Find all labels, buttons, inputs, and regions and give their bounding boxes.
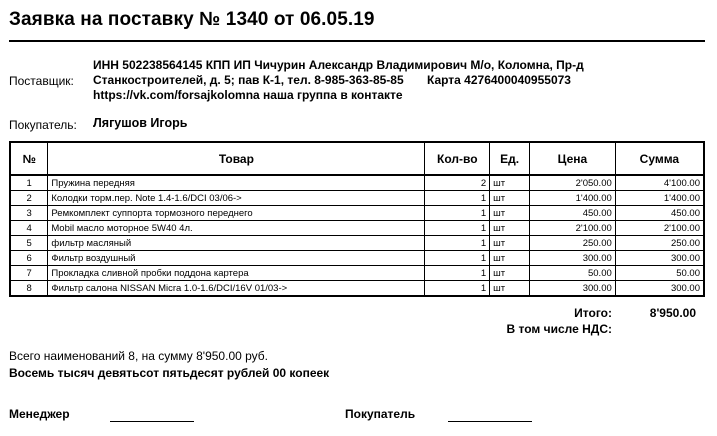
cell-item: Колодки торм.пер. Note 1.4-1.6/DCI 03/06->	[48, 191, 425, 206]
cell-price: 1'400.00	[530, 191, 616, 206]
cell-sum: 250.00	[615, 236, 704, 251]
cell-qty: 1	[425, 281, 490, 297]
cell-item: Mobil масло моторное 5W40 4л.	[48, 221, 425, 236]
vat-label: В том числе НДС:	[506, 322, 612, 336]
cell-sum: 1'400.00	[615, 191, 704, 206]
total-value: 8'950.00	[649, 306, 696, 320]
cell-num: 1	[10, 175, 48, 191]
cell-qty: 1	[425, 266, 490, 281]
table-row	[10, 206, 704, 221]
cell-item: Фильтр салона NISSAN Micra 1.0-1.6/DCI/16V 01/03->	[48, 281, 425, 297]
table-row	[10, 281, 704, 297]
cell-item: Пружина передняя	[48, 175, 425, 191]
cell-sum: 4'100.00	[615, 175, 704, 191]
cell-price: 450.00	[530, 206, 616, 221]
cell-unit: шт	[490, 221, 530, 236]
cell-num: 3	[10, 206, 48, 221]
col-header-unit: Ед.	[490, 142, 530, 175]
cell-item: фильтр масляный	[48, 236, 425, 251]
col-header-price: Цена	[530, 142, 616, 175]
supplier-address: Станкостроителей, д. 5; пав К-1, тел. 8-985-363-85-85	[93, 73, 404, 87]
cell-item: Фильтр воздушный	[48, 251, 425, 266]
cell-qty: 1	[425, 191, 490, 206]
cell-num: 7	[10, 266, 48, 281]
cell-price: 2'050.00	[530, 175, 616, 191]
cell-unit: шт	[490, 206, 530, 221]
cell-price: 300.00	[530, 251, 616, 266]
supplier-details	[93, 58, 703, 103]
items-table	[9, 141, 705, 297]
items-count-summary: Всего наименований 8, на сумму 8'950.00 руб.	[9, 349, 269, 363]
supplier-line-3: https://vk.com/forsajkolomna наша группа в контакте	[93, 88, 403, 102]
total-label: Итого:	[574, 306, 612, 320]
cell-sum: 2'100.00	[615, 221, 704, 236]
supplier-label: Поставщик:	[9, 74, 74, 88]
cell-sum: 300.00	[615, 281, 704, 297]
col-header-sum: Сумма	[615, 142, 704, 175]
cell-qty: 2	[425, 175, 490, 191]
cell-sum: 50.00	[615, 266, 704, 281]
supplier-line-1: ИНН 502238564145 КПП ИП Чичурин Александр Владимирович М/о, Коломна, Пр-д	[93, 58, 584, 72]
cell-unit: шт	[490, 251, 530, 266]
buyer-signature-line	[448, 421, 532, 422]
manager-signature-label: Менеджер	[9, 407, 70, 421]
buyer-name: Лягушов Игорь	[93, 116, 188, 130]
col-header-num: №	[10, 142, 48, 175]
cell-price: 300.00	[530, 281, 616, 297]
cell-num: 8	[10, 281, 48, 297]
cell-unit: шт	[490, 281, 530, 297]
supplier-card: Карта 4276400040955073	[426, 73, 571, 87]
cell-unit: шт	[490, 266, 530, 281]
table-row	[10, 236, 704, 251]
document-title: Заявка на поставку № 1340 от 06.05.19	[9, 9, 375, 30]
table-row	[10, 221, 704, 236]
cell-unit: шт	[490, 236, 530, 251]
cell-price: 50.00	[530, 266, 616, 281]
buyer-signature-label: Покупатель	[345, 407, 416, 421]
cell-sum: 300.00	[615, 251, 704, 266]
col-header-item: Товар	[48, 142, 425, 175]
table-row	[10, 175, 704, 191]
table-header-row	[10, 142, 704, 175]
cell-item: Ремкомплект суппорта тормозного переднего	[48, 206, 425, 221]
cell-unit: шт	[490, 191, 530, 206]
cell-sum: 450.00	[615, 206, 704, 221]
cell-item: Прокладка сливной пробки поддона картера	[48, 266, 425, 281]
cell-num: 4	[10, 221, 48, 236]
cell-qty: 1	[425, 206, 490, 221]
cell-unit: шт	[490, 175, 530, 191]
table-row	[10, 266, 704, 281]
cell-num: 6	[10, 251, 48, 266]
table-row	[10, 251, 704, 266]
cell-qty: 1	[425, 251, 490, 266]
col-header-qty: Кол-во	[425, 142, 490, 175]
title-divider	[9, 40, 705, 42]
cell-price: 2'100.00	[530, 221, 616, 236]
cell-num: 2	[10, 191, 48, 206]
cell-price: 250.00	[530, 236, 616, 251]
cell-qty: 1	[425, 236, 490, 251]
cell-num: 5	[10, 236, 48, 251]
supplier-line-2	[93, 73, 703, 88]
amount-in-words: Восемь тысяч девятьсот пятьдесят рублей 00 копеек	[9, 366, 330, 380]
manager-signature-line	[110, 421, 194, 422]
cell-qty: 1	[425, 221, 490, 236]
buyer-label: Покупатель:	[9, 118, 77, 132]
table-row	[10, 191, 704, 206]
